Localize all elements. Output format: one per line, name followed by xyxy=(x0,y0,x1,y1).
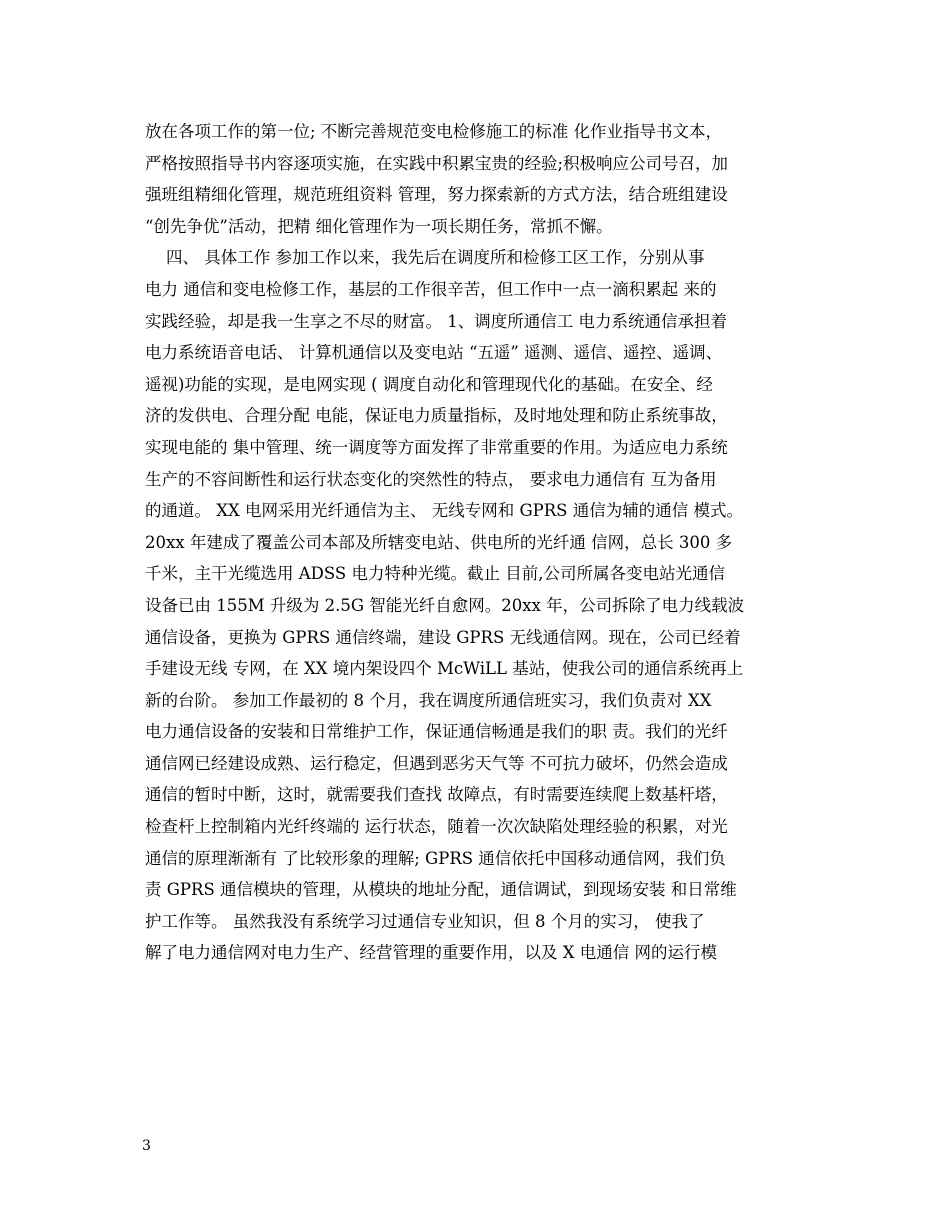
text-line: 千米，主干光缆选用 ADSS 电力特种光缆。截止 目前,公司所属各变电站光通信 xyxy=(145,564,725,584)
text-line: 通信的暂时中断，这时，就需要我们查找 故障点，有时需要连续爬上数基杆塔， xyxy=(145,785,728,805)
text-line: 通信网已经建设成熟、运行稳定，但遇到恶劣天气等 不可抗力破坏，仍然会造成 xyxy=(145,753,728,773)
text-line: 实践经验，却是我一生享之不尽的财富。 1、调度所通信工 电力系统通信承担着 xyxy=(145,311,727,331)
text-line: 设备已由 155M 升级为 2.5G 智能光纤自愈网。20xx 年，公司拆除了电力线载波 xyxy=(145,595,745,615)
page-number: 3 xyxy=(142,1138,151,1154)
text-line: 电力 通信和变电检修工作，基层的工作很辛苦，但工作中一点一滴积累起 来的 xyxy=(145,279,717,299)
text-line: 电力通信设备的安装和日常维护工作，保证通信畅通是我们的职 责。我们的光纤 xyxy=(145,722,728,742)
text-line: 责 GPRS 通信模块的管理，从模块的地址分配，通信调试，到现场安装 和日常维 xyxy=(145,880,737,900)
text-line: 检查杆上控制箱内光纤终端的 运行状态，随着一次次缺陷处理经验的积累，对光 xyxy=(145,817,728,837)
text-line: 护工作等。 虽然我没有系统学习过通信专业知识，但 8 个月的实习， 使我了 xyxy=(145,911,705,931)
text-line: 实现电能的 集中管理、统一调度等方面发挥了非常重要的作用。为适应电力系统 xyxy=(145,437,728,457)
text-line: 通信设备，更换为 GPRS 通信终端，建设 GPRS 无线通信网。现在，公司已经着 xyxy=(145,627,741,647)
text-line: 20xx 年建成了覆盖公司本部及所辖变电站、供电所的光纤通 信网，总长 300 多 xyxy=(145,532,733,552)
text-line: 济的发供电、合理分配 电能，保证电力质量指标，及时地处理和防止系统事故， xyxy=(145,406,728,426)
text-line: 遥视)功能的实现，是电网实现 ( 调度自动化和管理现代化的基础。在安全、经 xyxy=(145,374,713,394)
body-text xyxy=(145,116,825,969)
text-line: 四、 具体工作 参加工作以来，我先后在调度所和检修工区工作，分别从事 xyxy=(145,248,705,268)
text-line: 解了电力通信网对电力生产、经营管理的重要作用，以及 X 电通信 网的运行模 xyxy=(145,943,717,963)
text-line: 电力系统语音电话、 计算机通信以及变电站 “五遥” 遥测、遥信、遥控、遥调、 xyxy=(145,343,723,363)
text-line: 严格按照指导书内容逐项实施，在实践中积累宝贵的经验;积极响应公司号召，加 xyxy=(145,153,729,173)
text-line: 的通道。 XX 电网采用光纤通信为主、 无线专网和 GPRS 通信为辅的通信 模式。 xyxy=(145,501,743,521)
text-line: 强班组精细化管理，规范班组资料 管理，努力探索新的方式方法，结合班组建设 xyxy=(145,185,728,205)
text-line: “创先争优”活动，把精 细化管理作为一项长期任务，常抓不懈。 xyxy=(145,216,613,236)
text-line: 放在各项工作的第一位; 不断完善规范变电检修施工的标准 化作业指导书文本， xyxy=(145,122,723,141)
text-line: 手建设无线 专网，在 XX 境内架设四个 McWiLL 基站，使我公司的通信系统再上 xyxy=(145,659,744,679)
text-line: 通信的原理渐渐有 了比较形象的理解; GPRS 通信依托中国移动通信网，我们负 xyxy=(145,848,726,868)
text-line: 新的台阶。 参加工作最初的 8 个月，我在调度所通信班实习，我们负责对 XX xyxy=(145,690,712,710)
text-line: 生产的不容间断性和运行状态变化的突然性的特点， 要求电力通信有 互为备用 xyxy=(145,469,717,489)
